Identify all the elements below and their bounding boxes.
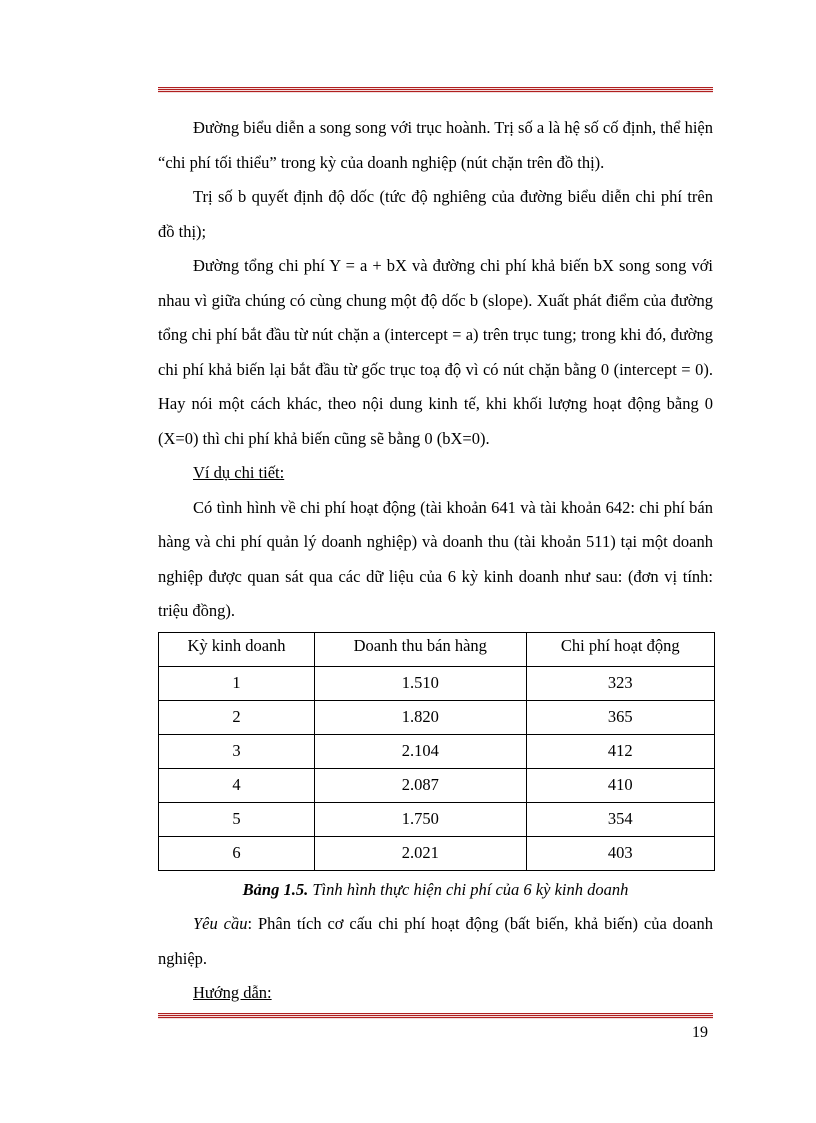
cell-period: 6 bbox=[159, 836, 315, 870]
col-header-cost: Chi phí hoạt động bbox=[526, 632, 714, 666]
cell-cost: 410 bbox=[526, 768, 714, 802]
cell-revenue: 2.104 bbox=[314, 734, 526, 768]
example-heading: Ví dụ chi tiết: bbox=[193, 463, 285, 482]
cell-period: 4 bbox=[159, 768, 315, 802]
cell-revenue: 2.087 bbox=[314, 768, 526, 802]
cell-cost: 403 bbox=[526, 836, 714, 870]
table-row bbox=[159, 666, 715, 700]
requirement-label: Yêu cầu bbox=[193, 914, 248, 933]
requirement-paragraph bbox=[158, 907, 713, 976]
table-header-row bbox=[159, 632, 715, 666]
requirement-text: : Phân tích cơ cấu chi phí hoạt động (bất biến, khả biến) của doanh nghiệp. bbox=[158, 914, 713, 968]
cell-period: 3 bbox=[159, 734, 315, 768]
cell-cost: 323 bbox=[526, 666, 714, 700]
col-header-period: Kỳ kinh doanh bbox=[159, 632, 315, 666]
guide-heading: Hướng dẫn: bbox=[193, 983, 272, 1002]
cell-revenue: 1.820 bbox=[314, 700, 526, 734]
cell-period: 5 bbox=[159, 802, 315, 836]
paragraph-4: Có tình hình về chi phí hoạt động (tài khoản 641 và tài khoản 642: chi phí bán hàng và chi phí quản lý doanh nghiệp) và doanh thu (tài khoản 511) tại một doanh nghiệp được quan sát qua các dữ liệu của 6 kỳ kinh doanh như sau: (đơn vị tính: triệu đồng). bbox=[158, 497, 713, 620]
paragraph-1: Đường biểu diễn a song song với trục hoành. Trị số a là hệ số cố định, thể hiện “chi phí tối thiểu” trong kỳ của doanh nghiệp (nút chặn trên đồ thị). bbox=[158, 118, 713, 172]
table-row bbox=[159, 836, 715, 870]
page-number: 19 bbox=[692, 1024, 708, 1041]
header-rule bbox=[158, 87, 713, 93]
cell-revenue: 2.021 bbox=[314, 836, 526, 870]
table-row bbox=[159, 802, 715, 836]
paragraph-3: Đường tổng chi phí Y = a + bX và đường chi phí khả biến bX song song với nhau vì giữa chúng có cùng chung một độ dốc b (slope). Xuất phát điểm của đường tổng chi phí bắt đầu từ nút chặn a (intercept = a) trên trục tung; trong khi đó, đường chi phí khả biến lại bắt đầu từ gốc trục toạ độ vì có nút chặn bằng 0 (intercept = 0). Hay nói một cách khác, theo nội dung kinh tế, khi khối lượng hoạt động bằng 0 (X=0) thì chi phí khả biến cũng sẽ bằng 0 (bX=0). bbox=[158, 256, 713, 448]
footer-rule bbox=[158, 1013, 713, 1019]
cell-revenue: 1.750 bbox=[314, 802, 526, 836]
cell-cost: 412 bbox=[526, 734, 714, 768]
example-heading-line bbox=[158, 456, 713, 491]
caption-text: Tình hình thực hiện chi phí của 6 kỳ kinh doanh bbox=[308, 879, 629, 899]
col-header-revenue: Doanh thu bán hàng bbox=[314, 632, 526, 666]
cell-period: 2 bbox=[159, 700, 315, 734]
paragraph-2: Trị số b quyết định độ dốc (tức độ nghiêng của đường biểu diễn chi phí trên đồ thị); bbox=[158, 187, 713, 241]
table-row bbox=[159, 768, 715, 802]
page-content bbox=[158, 111, 713, 1011]
cell-revenue: 1.510 bbox=[314, 666, 526, 700]
table-caption bbox=[158, 873, 713, 908]
cell-cost: 365 bbox=[526, 700, 714, 734]
table-row bbox=[159, 700, 715, 734]
caption-label: Bảng 1.5. bbox=[242, 879, 309, 899]
cost-table bbox=[158, 632, 715, 871]
guide-heading-line bbox=[158, 976, 713, 1011]
cell-cost: 354 bbox=[526, 802, 714, 836]
cell-period: 1 bbox=[159, 666, 315, 700]
table-row bbox=[159, 734, 715, 768]
